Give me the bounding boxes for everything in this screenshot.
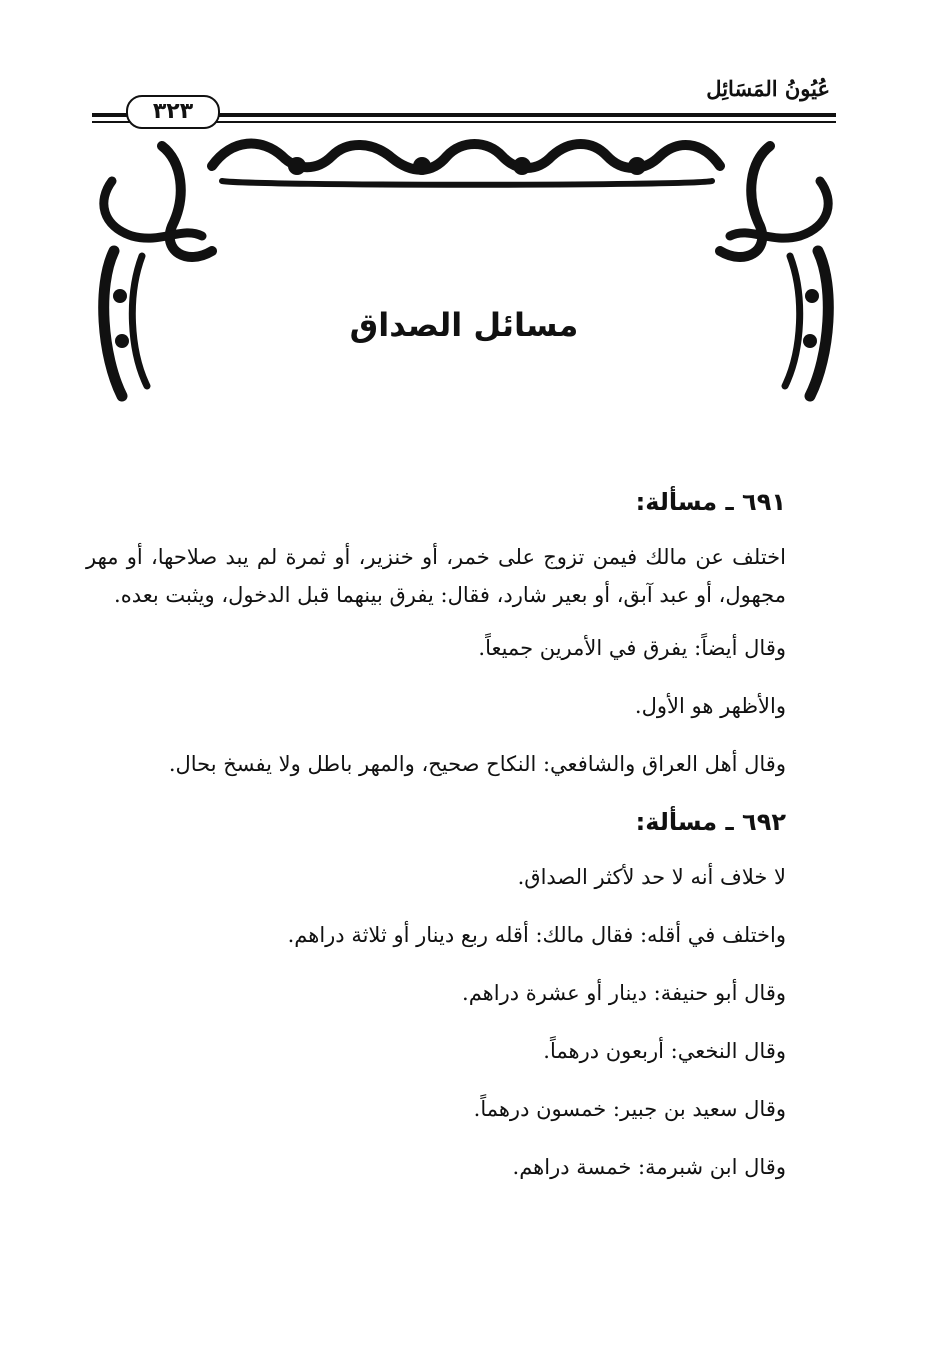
paragraph: واختلف في أقله: فقال مالك: أقله ربع دينار أو ثلاثة دراهم. (287, 923, 786, 947)
paragraph: وقال النخعي: أربعون درهماً. (543, 1039, 786, 1063)
paragraph: وقال أيضاً: يفرق في الأمرين جميعاً. (478, 636, 786, 660)
page-body (86, 488, 786, 1206)
decorative-frame-ornament (92, 126, 840, 416)
paragraph: اختلف عن مالك فيمن تزوج على خمر، أو خنزير، أو ثمرة لم يبد صلاحها، أو مهر مجهول، أو عبد آبق، أو بعير شارد، فقال: يفرق بينهما قبل الدخول، ويثبت بعده. (86, 545, 786, 607)
chapter-title: مسائل الصداق (349, 306, 579, 344)
issue-heading: ٦٩١ ـ مسألة: (635, 488, 786, 516)
paragraph: وقال أهل العراق والشافعي: النكاح صحيح، والمهر باطل ولا يفسخ بحال. (168, 752, 786, 776)
paragraph: وقال ابن شبرمة: خمسة دراهم. (512, 1155, 786, 1179)
issue-heading: ٦٩٢ ـ مسألة: (635, 808, 786, 836)
page-number: ٣٢٣ (126, 95, 220, 129)
paragraph: وقال سعيد بن جبير: خمسون درهماً. (473, 1097, 786, 1121)
paragraph: والأظهر هو الأول. (634, 694, 786, 718)
book-title: عُيُونُ المَسَائِل (706, 76, 830, 101)
paragraph: لا خلاف أنه لا حد لأكثر الصداق. (517, 865, 786, 889)
paragraph: وقال أبو حنيفة: دينار أو عشرة دراهم. (462, 981, 786, 1005)
